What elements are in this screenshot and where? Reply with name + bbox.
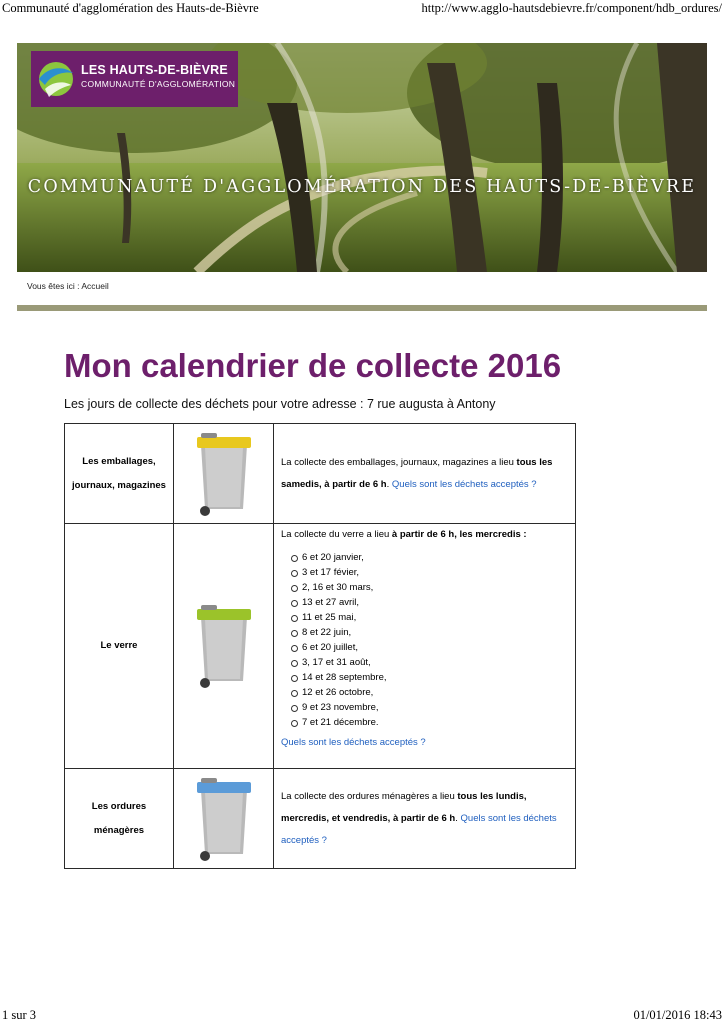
waste-label-glass: Le verre [65, 524, 174, 769]
print-page-title: Communauté d'agglomération des Hauts-de-Bièvre [2, 1, 259, 15]
glass-dates-list [281, 550, 568, 730]
collection-info-household: La collecte des ordures ménagères a lieu tous les lundis, mercredis, et vendredis, à partir de 6 h. Quels sont les déchets acceptés ? [274, 769, 576, 869]
list-item: 2, 16 et 30 mars, [291, 580, 568, 595]
site-logo[interactable] [31, 51, 238, 107]
list-item: 12 et 26 octobre, [291, 685, 568, 700]
print-datetime: 01/01/2016 18:43 [633, 1008, 722, 1022]
address-subtitle: Les jours de collecte des déchets pour votre adresse : 7 rue augusta à Antony [64, 397, 496, 411]
breadcrumb: Vous êtes ici : Accueil [27, 281, 109, 291]
collection-info-packaging: La collecte des emballages, journaux, magazines a lieu tous les samedis, à partir de 6 h. Quels sont les déchets acceptés ? [274, 424, 576, 524]
site-banner [17, 43, 707, 272]
accepted-waste-link-glass[interactable]: Quels sont les déchets acceptés ? [281, 737, 426, 748]
list-item: 6 et 20 juillet, [291, 640, 568, 655]
table-row-packaging [65, 424, 576, 524]
yellow-bin-icon [193, 431, 255, 517]
divider [17, 305, 707, 311]
bin-image-packaging [174, 424, 274, 524]
page-number: 1 sur 3 [2, 1008, 37, 1022]
logo-name: LES HAUTS-DE-BIÈVRE [81, 63, 228, 77]
accepted-waste-link-packaging[interactable]: Quels sont les déchets acceptés ? [391, 478, 537, 490]
list-item: 3 et 17 févier, [291, 565, 568, 580]
table-row-household [65, 769, 576, 869]
list-item: 11 et 25 mai, [291, 610, 568, 625]
list-item: 7 et 21 décembre. [291, 715, 568, 730]
waste-label-household: Les ordures ménagères [65, 769, 174, 869]
list-item: 13 et 27 avril, [291, 595, 568, 610]
list-item: 9 et 23 novembre, [291, 700, 568, 715]
list-item: 8 et 22 juin, [291, 625, 568, 640]
banner-title: COMMUNAUTÉ D'AGGLOMÉRATION DES HAUTS-DE-BIÈVRE [27, 177, 697, 197]
print-footer [0, 1008, 724, 1024]
accepted-waste-link-household[interactable]: Quels sont les déchets acceptés ? [281, 812, 557, 846]
collection-info-glass: La collecte du verre a lieu à partir de 6 h, les mercredis : 6 et 20 janvier, 3 et 17 févier, 2, 16 et 30 mars, 13 et 27 avril, 11 et 25 mai, 8 et 22 juin, 6 et 20 juillet, 3, 17 et 31 août, 14 et 28 septembre, 12 et 26 octobre, 9 et 23 novembre, 7 et 21 décembre. Quels sont les déchets acceptés ? [274, 524, 576, 769]
waste-label-packaging: Les emballages, journaux, magazines [65, 424, 174, 524]
table-row-glass [65, 524, 576, 769]
print-page-url: http://www.agglo-hautsdebievre.fr/component/hdb_ordures/ [421, 1, 722, 15]
list-item: 6 et 20 janvier, [291, 550, 568, 565]
list-item: 14 et 28 septembre, [291, 670, 568, 685]
logo-subtitle: COMMUNAUTÉ D'AGGLOMÉRATION [81, 79, 236, 89]
list-item: 3, 17 et 31 août, [291, 655, 568, 670]
green-bin-icon [193, 603, 255, 689]
page-title: Mon calendrier de collecte 2016 [64, 347, 562, 384]
print-header [0, 0, 724, 20]
bin-image-household [174, 769, 274, 869]
collection-table [64, 423, 576, 869]
blue-bin-icon [193, 776, 255, 862]
logo-mark-icon [37, 59, 75, 99]
bin-image-glass [174, 524, 274, 769]
